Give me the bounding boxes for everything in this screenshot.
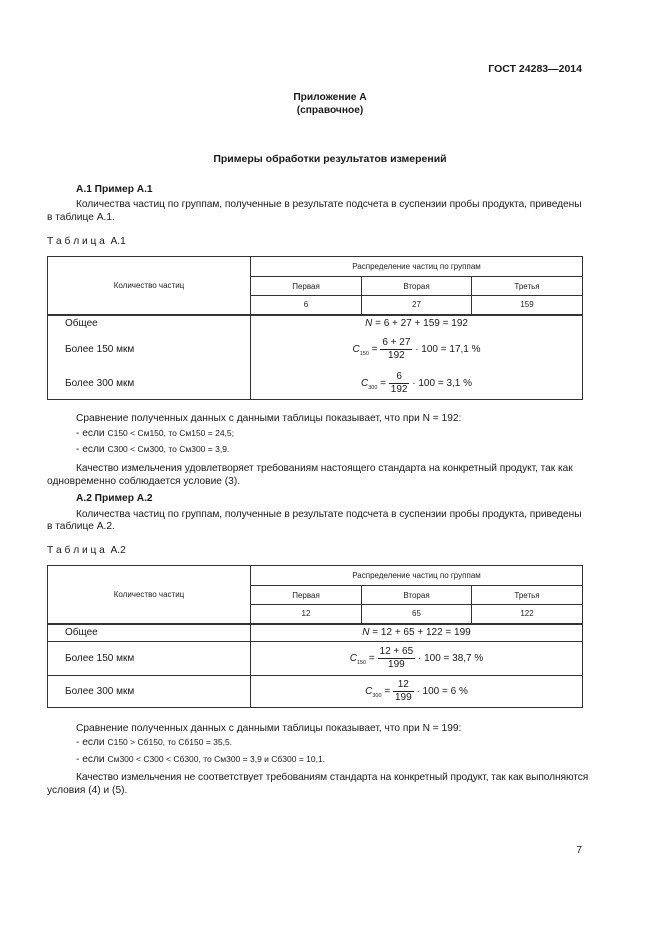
formula-lhs: C: [349, 653, 357, 665]
document-code: ГОСТ 24283—2014: [488, 63, 582, 75]
fraction: [389, 371, 410, 396]
table-a2-row-150-label: Более 150 мкм: [48, 642, 251, 676]
table-a1-col-distribution: Распределение частиц по группам: [251, 257, 583, 277]
fraction: [378, 646, 416, 671]
example2-cond1: [76, 736, 232, 749]
table-a2-row-total-label: Общее: [48, 624, 251, 642]
table-a1-row-300-label: Более 300 мкм: [48, 368, 251, 400]
fraction-numerator: 12: [393, 679, 414, 692]
example2-conclusion-line1: Качество измельчения не соответствует требованиям стандарта на конкретный продукт, так как выполняются: [76, 772, 589, 783]
appendix-title: Приложение А: [293, 92, 367, 103]
formula-rhs: · 100 = 6 %: [416, 686, 468, 698]
fraction: [393, 679, 414, 704]
cond-expression: C150 > Cб150, то Cб150 = 35,5.: [107, 737, 233, 747]
table-a2-col-distribution: Распределение частиц по группам: [251, 566, 583, 586]
cond-prefix: - если: [76, 428, 105, 439]
fraction-denominator: 199: [388, 659, 405, 670]
table-a2: [47, 565, 583, 708]
example1-conclusion-line1: Качество измельчения удовлетворяет требованиям настоящего стандарта на конкретный продукт, так как: [76, 463, 573, 474]
table-a1-count-1: 6: [251, 296, 362, 315]
example2-conclusion-line2: условия (4) и (5).: [47, 785, 128, 796]
table-a2-col-quantity: Количество частиц: [48, 566, 251, 624]
table-a1-total-expr: = 6 + 27 + 159 = 192: [372, 318, 468, 329]
table-a2-row-150-formula: $C_{150}$ = $\frac{12 + 65}{199}$ · 100 = 38,7 %: [251, 642, 583, 676]
cond-expression: Cм300 < C300 < Cб300, то Cм300 = 3,9 и Cб300 = 10,1.: [107, 754, 326, 764]
appendix-note: (справочное): [296, 105, 364, 116]
formula-rhs: · 100 = 38,7 %: [417, 653, 484, 665]
example1-cond2: [76, 443, 229, 456]
table-a2-row-total-formula: N = 12 + 65 + 122 = 199: [251, 624, 583, 642]
cond-prefix: - если: [76, 737, 105, 748]
table-a2-group-2: Вторая: [362, 586, 472, 605]
formula-lhs-subscript: 150: [359, 351, 369, 358]
fraction-numerator: 6: [389, 371, 410, 384]
cond-prefix: - если: [76, 444, 105, 455]
cond-prefix: - если: [76, 754, 105, 765]
table-a1-caption: Т а б л и ц а А.1: [47, 236, 126, 247]
formula-lhs-subscript: 300: [372, 693, 382, 700]
table-a1: [47, 256, 583, 400]
example1-intro-line1: Количества частиц по группам, полученные в результате подсчета в суспензии пробы продукта, приведены: [76, 199, 582, 210]
table-a2-row-300-label: Более 300 мкм: [48, 676, 251, 708]
table-a1-row-300-formula: $C_{300}$ = $\frac{6}{192}$ · 100 = 3,1 %: [251, 368, 583, 400]
formula-lhs-subscript: 150: [356, 660, 367, 667]
table-a2-row-300-formula: $C_{300}$ = $\frac{12}{199}$ · 100 = 6 %: [251, 676, 583, 708]
formula-lhs: C: [360, 377, 369, 389]
table-a2-group-3: Третья: [472, 586, 583, 605]
table-a2-count-1: 12: [251, 605, 362, 624]
table-a1-row-150-label: Более 150 мкм: [48, 332, 251, 368]
fraction-numerator: 12 + 65: [379, 646, 414, 657]
section-title: Примеры обработки результатов измерений: [213, 153, 447, 165]
example1-heading: А.1 Пример А.1: [76, 184, 153, 195]
fraction-denominator: 192: [390, 383, 408, 395]
example1-conclusion-line2: одновременно соблюдается условие (3).: [47, 476, 241, 487]
example1-compare-line: Сравнение полученных данных с данными таблицы показывает, что при N = 192:: [76, 413, 462, 424]
table-a1-group-1: Первая: [251, 277, 362, 296]
table-a2-group-1: Первая: [251, 586, 362, 605]
table-a1-count-2: 27: [362, 296, 472, 315]
table-a1-row-150-formula: $C_{150}$ = $\frac{6 + 27}{192}$ · 100 = 17,1 %: [251, 332, 583, 368]
formula-rhs: · 100 = 3,1 %: [412, 377, 473, 389]
formula-lhs-subscript: 300: [368, 384, 378, 391]
example2-compare-line: Сравнение полученных данных с данными таблицы показывает, что при N = 199:: [76, 723, 462, 734]
fraction: [380, 337, 412, 362]
table-a1-count-3: 159: [472, 296, 583, 315]
table-a1-row-total-label: Общее: [48, 315, 251, 332]
example1-intro-line2: в таблице А.1.: [47, 212, 115, 223]
example2-intro-line1: Количества частиц по группам, полученные в результате подсчета в суспензии пробы продукта, приведены: [76, 509, 582, 520]
fraction-denominator: 192: [388, 350, 405, 361]
fraction-denominator: 199: [394, 692, 412, 703]
table-a2-total-expr: = 12 + 65 + 122 = 199: [369, 627, 471, 639]
example2-heading: А.2 Пример А.2: [76, 493, 153, 504]
formula-lhs: C: [352, 344, 360, 356]
formula-lhs: C: [365, 686, 373, 698]
page-number: 7: [576, 845, 582, 856]
table-a2-count-3: 122: [472, 605, 583, 624]
example2-cond2: [76, 753, 325, 766]
table-a1-row-total-formula: N = 6 + 27 + 159 = 192: [251, 315, 583, 332]
table-a1-group-2: Вторая: [362, 277, 472, 296]
table-a2-caption: Т а б л и ц а А.2: [47, 545, 126, 556]
formula-rhs: · 100 = 17,1 %: [415, 344, 481, 356]
fraction-numerator: 6 + 27: [382, 337, 411, 348]
example2-intro-line2: в таблице А.2.: [47, 521, 115, 532]
cond-expression: C150 < Cм150, то Cм150 = 24,5;: [107, 428, 235, 438]
table-a1-col-quantity: Количество частиц: [48, 257, 251, 315]
table-a1-group-3: Третья: [472, 277, 583, 296]
table-a2-count-2: 65: [362, 605, 472, 624]
cond-expression: C300 < Cм300, то Cм300 = 3,9.: [107, 444, 230, 454]
example1-cond1: [76, 427, 234, 440]
